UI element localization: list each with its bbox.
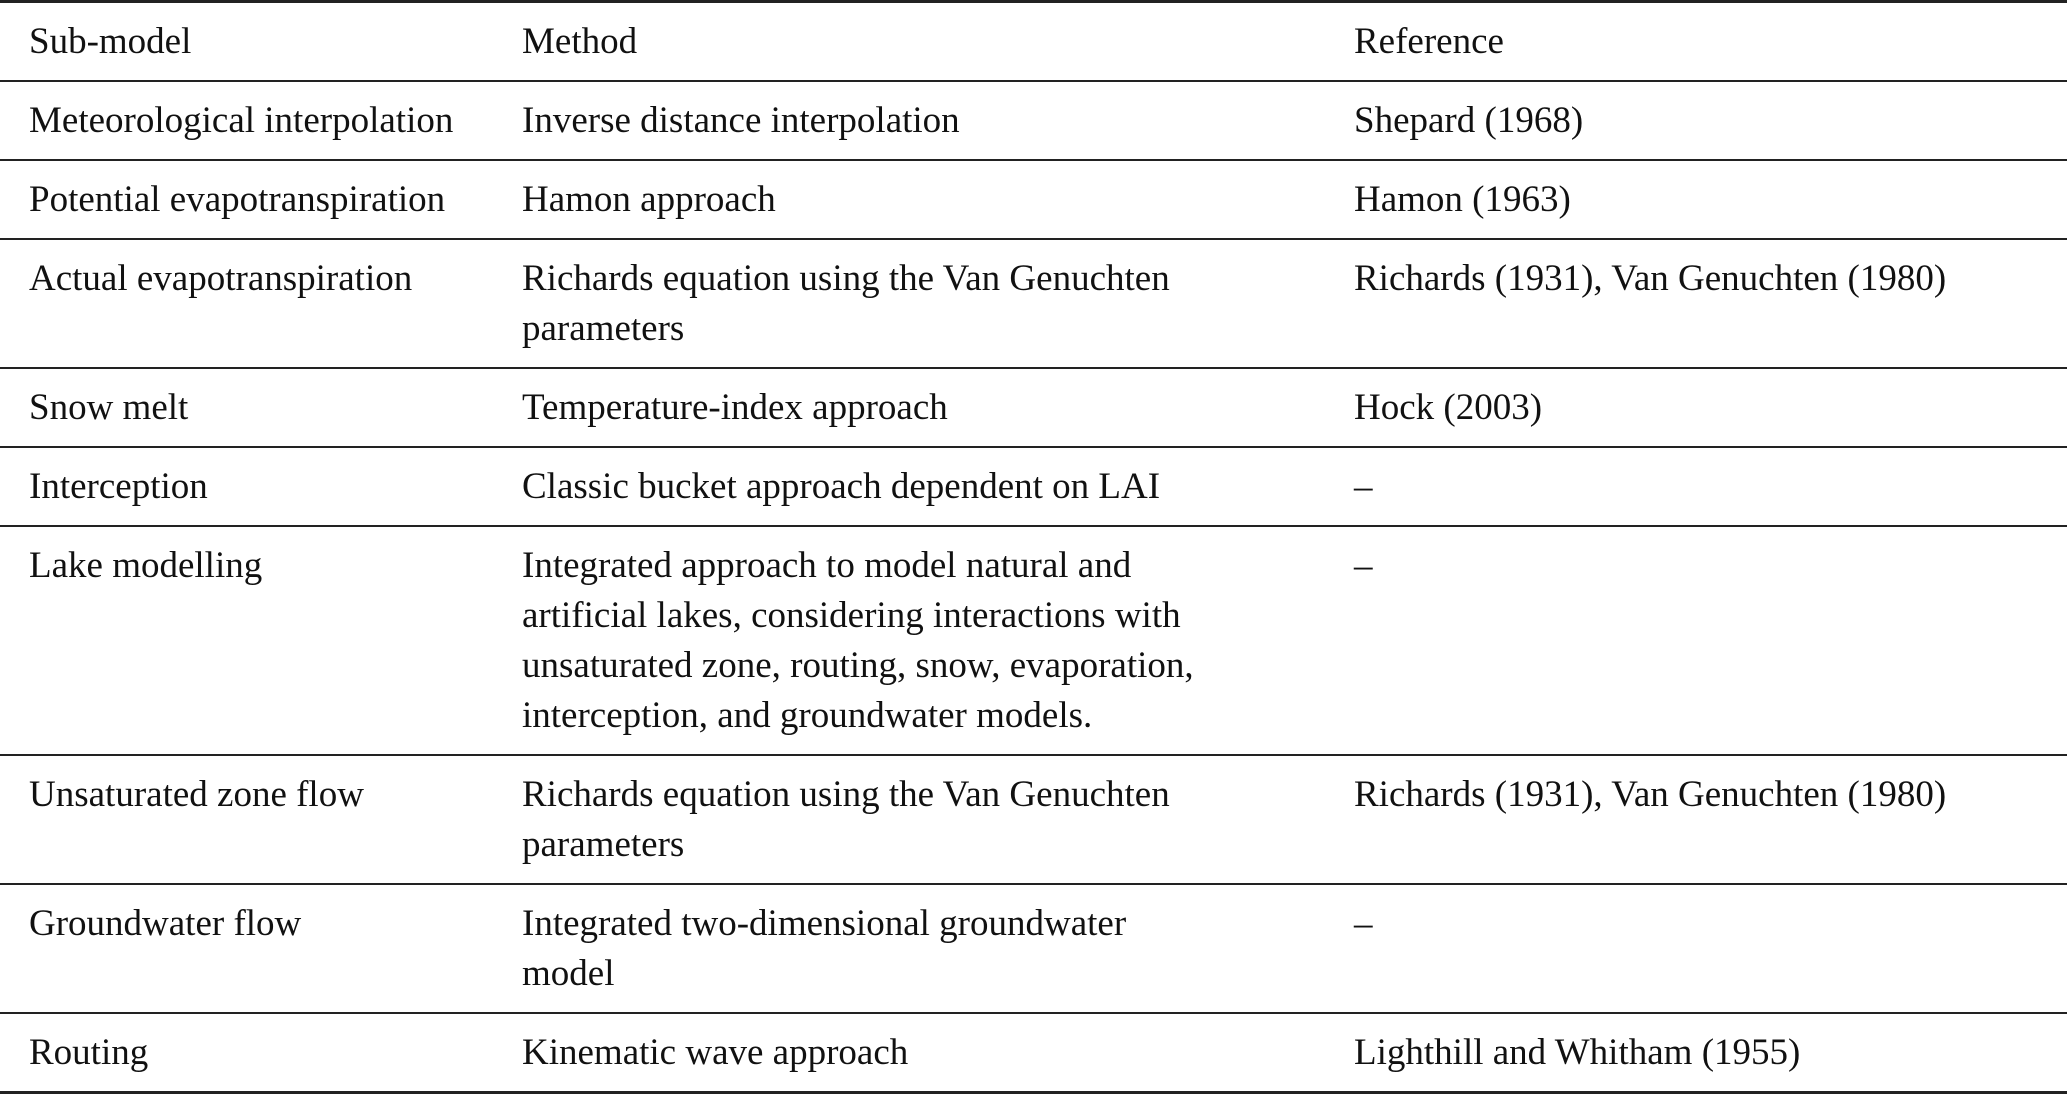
cell-submodel: Potential evapotranspiration	[0, 160, 522, 239]
table-row	[0, 884, 2067, 1013]
table-row	[0, 81, 2067, 160]
table-row	[0, 368, 2067, 447]
cell-reference: Hamon (1963)	[1354, 160, 2067, 239]
cell-method: Inverse distance interpolation	[522, 81, 1354, 160]
cell-submodel: Unsaturated zone flow	[0, 755, 522, 884]
header-method: Method	[522, 2, 1354, 82]
cell-submodel: Actual evapotranspiration	[0, 239, 522, 368]
cell-reference: Shepard (1968)	[1354, 81, 2067, 160]
cell-method: Integrated two-dimensional groundwater model	[522, 884, 1354, 1013]
cell-method: Hamon approach	[522, 160, 1354, 239]
table-header-row	[0, 2, 2067, 82]
table-row	[0, 160, 2067, 239]
cell-method: Kinematic wave approach	[522, 1013, 1354, 1093]
cell-method: Temperature-index approach	[522, 368, 1354, 447]
cell-method: Classic bucket approach dependent on LAI	[522, 447, 1354, 526]
cell-reference: Lighthill and Whitham (1955)	[1354, 1013, 2067, 1093]
table-row	[0, 239, 2067, 368]
cell-submodel: Snow melt	[0, 368, 522, 447]
cell-submodel: Lake modelling	[0, 526, 522, 755]
cell-reference: Richards (1931), Van Genuchten (1980)	[1354, 239, 2067, 368]
cell-method: Integrated approach to model natural and artificial lakes, considering interactions with unsaturated zone, routing, snow, evaporation, interception, and groundwater models.	[522, 526, 1354, 755]
header-submodel: Sub-model	[0, 2, 522, 82]
table-row	[0, 447, 2067, 526]
header-reference: Reference	[1354, 2, 2067, 82]
cell-reference: –	[1354, 447, 2067, 526]
cell-reference: –	[1354, 526, 2067, 755]
cell-submodel: Routing	[0, 1013, 522, 1093]
cell-reference: Hock (2003)	[1354, 368, 2067, 447]
cell-reference: Richards (1931), Van Genuchten (1980)	[1354, 755, 2067, 884]
cell-method: Richards equation using the Van Genuchten parameters	[522, 239, 1354, 368]
cell-submodel: Groundwater flow	[0, 884, 522, 1013]
cell-method: Richards equation using the Van Genuchten parameters	[522, 755, 1354, 884]
table-row	[0, 1013, 2067, 1093]
cell-submodel: Meteorological interpolation	[0, 81, 522, 160]
table-row	[0, 526, 2067, 755]
table-row	[0, 755, 2067, 884]
cell-reference: –	[1354, 884, 2067, 1013]
cell-submodel: Interception	[0, 447, 522, 526]
